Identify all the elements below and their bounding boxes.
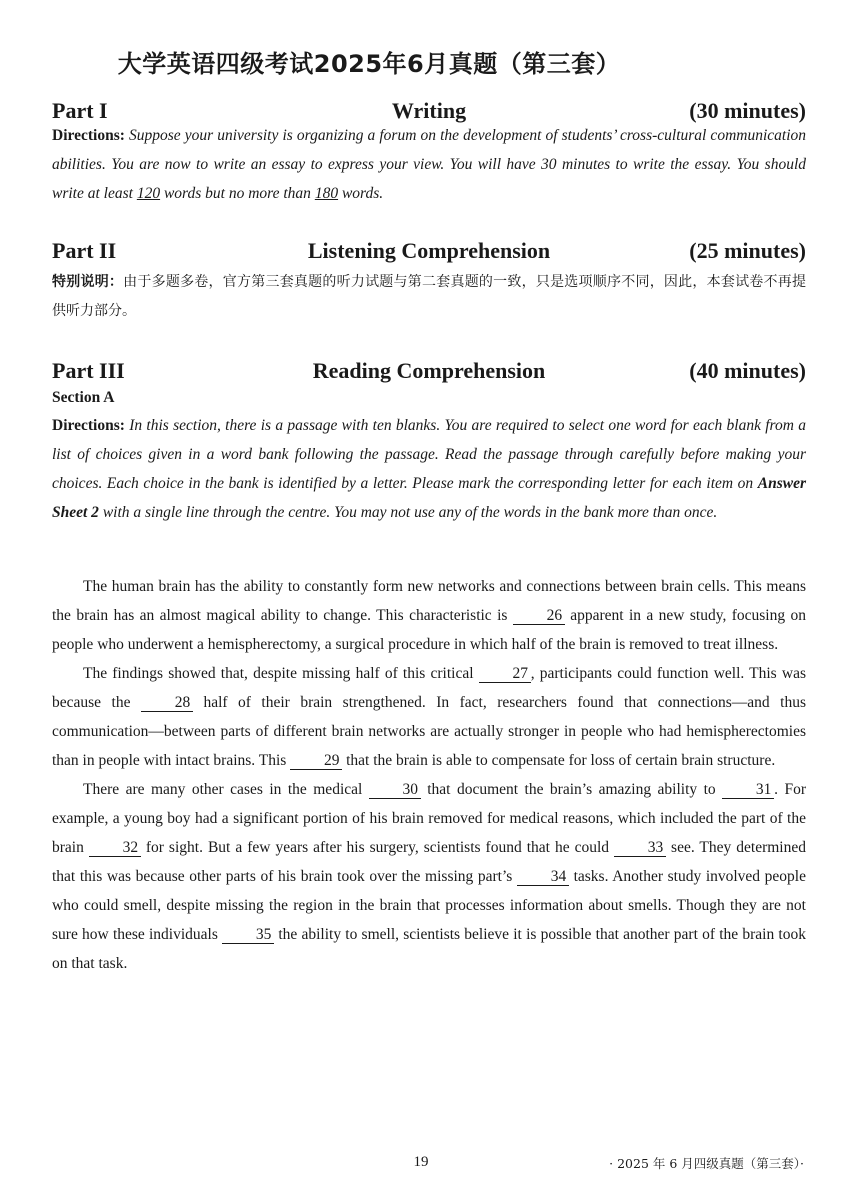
part3-directions — [52, 411, 806, 527]
directions-text — [52, 127, 806, 202]
blank-28: 28 — [141, 695, 193, 712]
page-title: 大学英语四级考试2025年6月真题（第三套） — [117, 50, 621, 78]
passage-text: The findings showed that, despite missing half of this critical — [83, 665, 479, 682]
answer-sheet-ref: Answer Sheet 2 — [52, 475, 806, 521]
passage-text: . For example, a young boy had a significant portion of his brain removed for medical reasons, which included the part of the brain — [52, 781, 806, 856]
passage-paragraph-3 — [52, 775, 806, 978]
blank-26: 26 — [513, 608, 565, 625]
directions-text-b: words but no more than — [160, 185, 315, 202]
part2-header — [52, 238, 806, 268]
running-title: · 2025 年 6 月四级真题（第三套）· — [609, 1156, 804, 1171]
passage-text: , participants could function well. This was because the — [52, 665, 806, 711]
part2-time: (25 minutes) — [689, 238, 806, 263]
passage-text: for sight. But a few years after his surgery, scientists found that he could — [140, 839, 615, 856]
part1-time: (30 minutes) — [689, 98, 806, 123]
passage-text: The human brain has the ability to constantly form new networks and connections between brain cells. This means the brain has an almost magical ability to change. This characteristic is — [52, 578, 806, 624]
passage-paragraph-2 — [52, 659, 806, 775]
passage-text: There are many other cases in the medical — [83, 781, 369, 798]
note-label: 特别说明： — [52, 274, 124, 290]
max-words: 180 — [314, 185, 339, 202]
directions-text-c: words. — [338, 185, 384, 202]
part3-header — [52, 358, 806, 388]
part2-name: Listening Comprehension — [307, 238, 551, 263]
part2-note — [52, 268, 806, 326]
passage-text: half of their brain strengthened. In fact, researchers found that connections—and thus communication—between parts of different brain networks are actually stronger in people who had hemispherectomies than in people with intact brains. This — [52, 694, 806, 769]
directions-text-b: with a single line through the centre. You may not use any of the words in the bank more than once. — [98, 504, 718, 521]
part2-label: Part II — [52, 238, 117, 263]
blank-35: 35 — [222, 927, 274, 944]
part1-directions — [52, 121, 806, 208]
directions-text-a: In this section, there is a passage with ten blanks. You are required to select one word for each blank from a list of choices given in a word bank following the passage. Read the passage through carefully before making your choices. Each choice in the bank is identified by a letter. Please mark the corresponding letter for each item on — [52, 417, 807, 492]
blank-27: 27 — [479, 666, 531, 683]
section-a-label: Section A — [52, 389, 115, 406]
passage-text: the ability to smell, scientists believe it is possible that another part of the brain took on that task. — [52, 926, 806, 972]
part1-name: Writing — [391, 98, 467, 123]
passage-text: apparent in a new study, focusing on people who underwent a hemispherectomy, a surgical procedure in which half of the brain is removed to treat illness. — [52, 607, 806, 653]
part3-name: Reading Comprehension — [312, 358, 546, 383]
directions-label: Directions: — [52, 127, 125, 144]
min-words: 120 — [136, 185, 161, 202]
passage-paragraph-1 — [52, 572, 806, 659]
directions-label: Directions: — [52, 417, 125, 434]
blank-34: 34 — [517, 869, 569, 886]
passage-text: that document the brain’s amazing ability to — [420, 781, 723, 798]
blank-32: 32 — [89, 840, 141, 857]
page-number: 19 — [413, 1154, 429, 1170]
part3-label: Part III — [52, 358, 125, 383]
note-text: 由于多题多卷，官方第三套真题的听力试题与第二套真题的一致，只是选项顺序不同，因此，本套试卷不再提供听力部分。 — [52, 274, 806, 319]
blank-31: 31 — [722, 782, 774, 799]
directions-text-a: Suppose your university is organizing a forum on the development of students’ cross-cultural communication abilities. You are now to write an essay to express your view. You will have 30 minutes to write the essay. You should write at least — [52, 127, 807, 202]
part1-label: Part I — [52, 98, 108, 123]
directions-text — [52, 417, 806, 521]
part3-time: (40 minutes) — [689, 358, 806, 383]
blank-29: 29 — [290, 753, 342, 770]
reading-passage — [52, 572, 806, 978]
passage-text: see. They determined that this was because other parts of his brain took over the missing part’s — [52, 839, 806, 885]
passage-text: tasks. Another study involved people who could smell, despite missing the region in the brain that processes information about smells. Though they are not sure how these individuals — [52, 868, 806, 943]
blank-30: 30 — [369, 782, 421, 799]
blank-33: 33 — [614, 840, 666, 857]
passage-text: that the brain is able to compensate for loss of certain brain structure. — [342, 752, 776, 769]
